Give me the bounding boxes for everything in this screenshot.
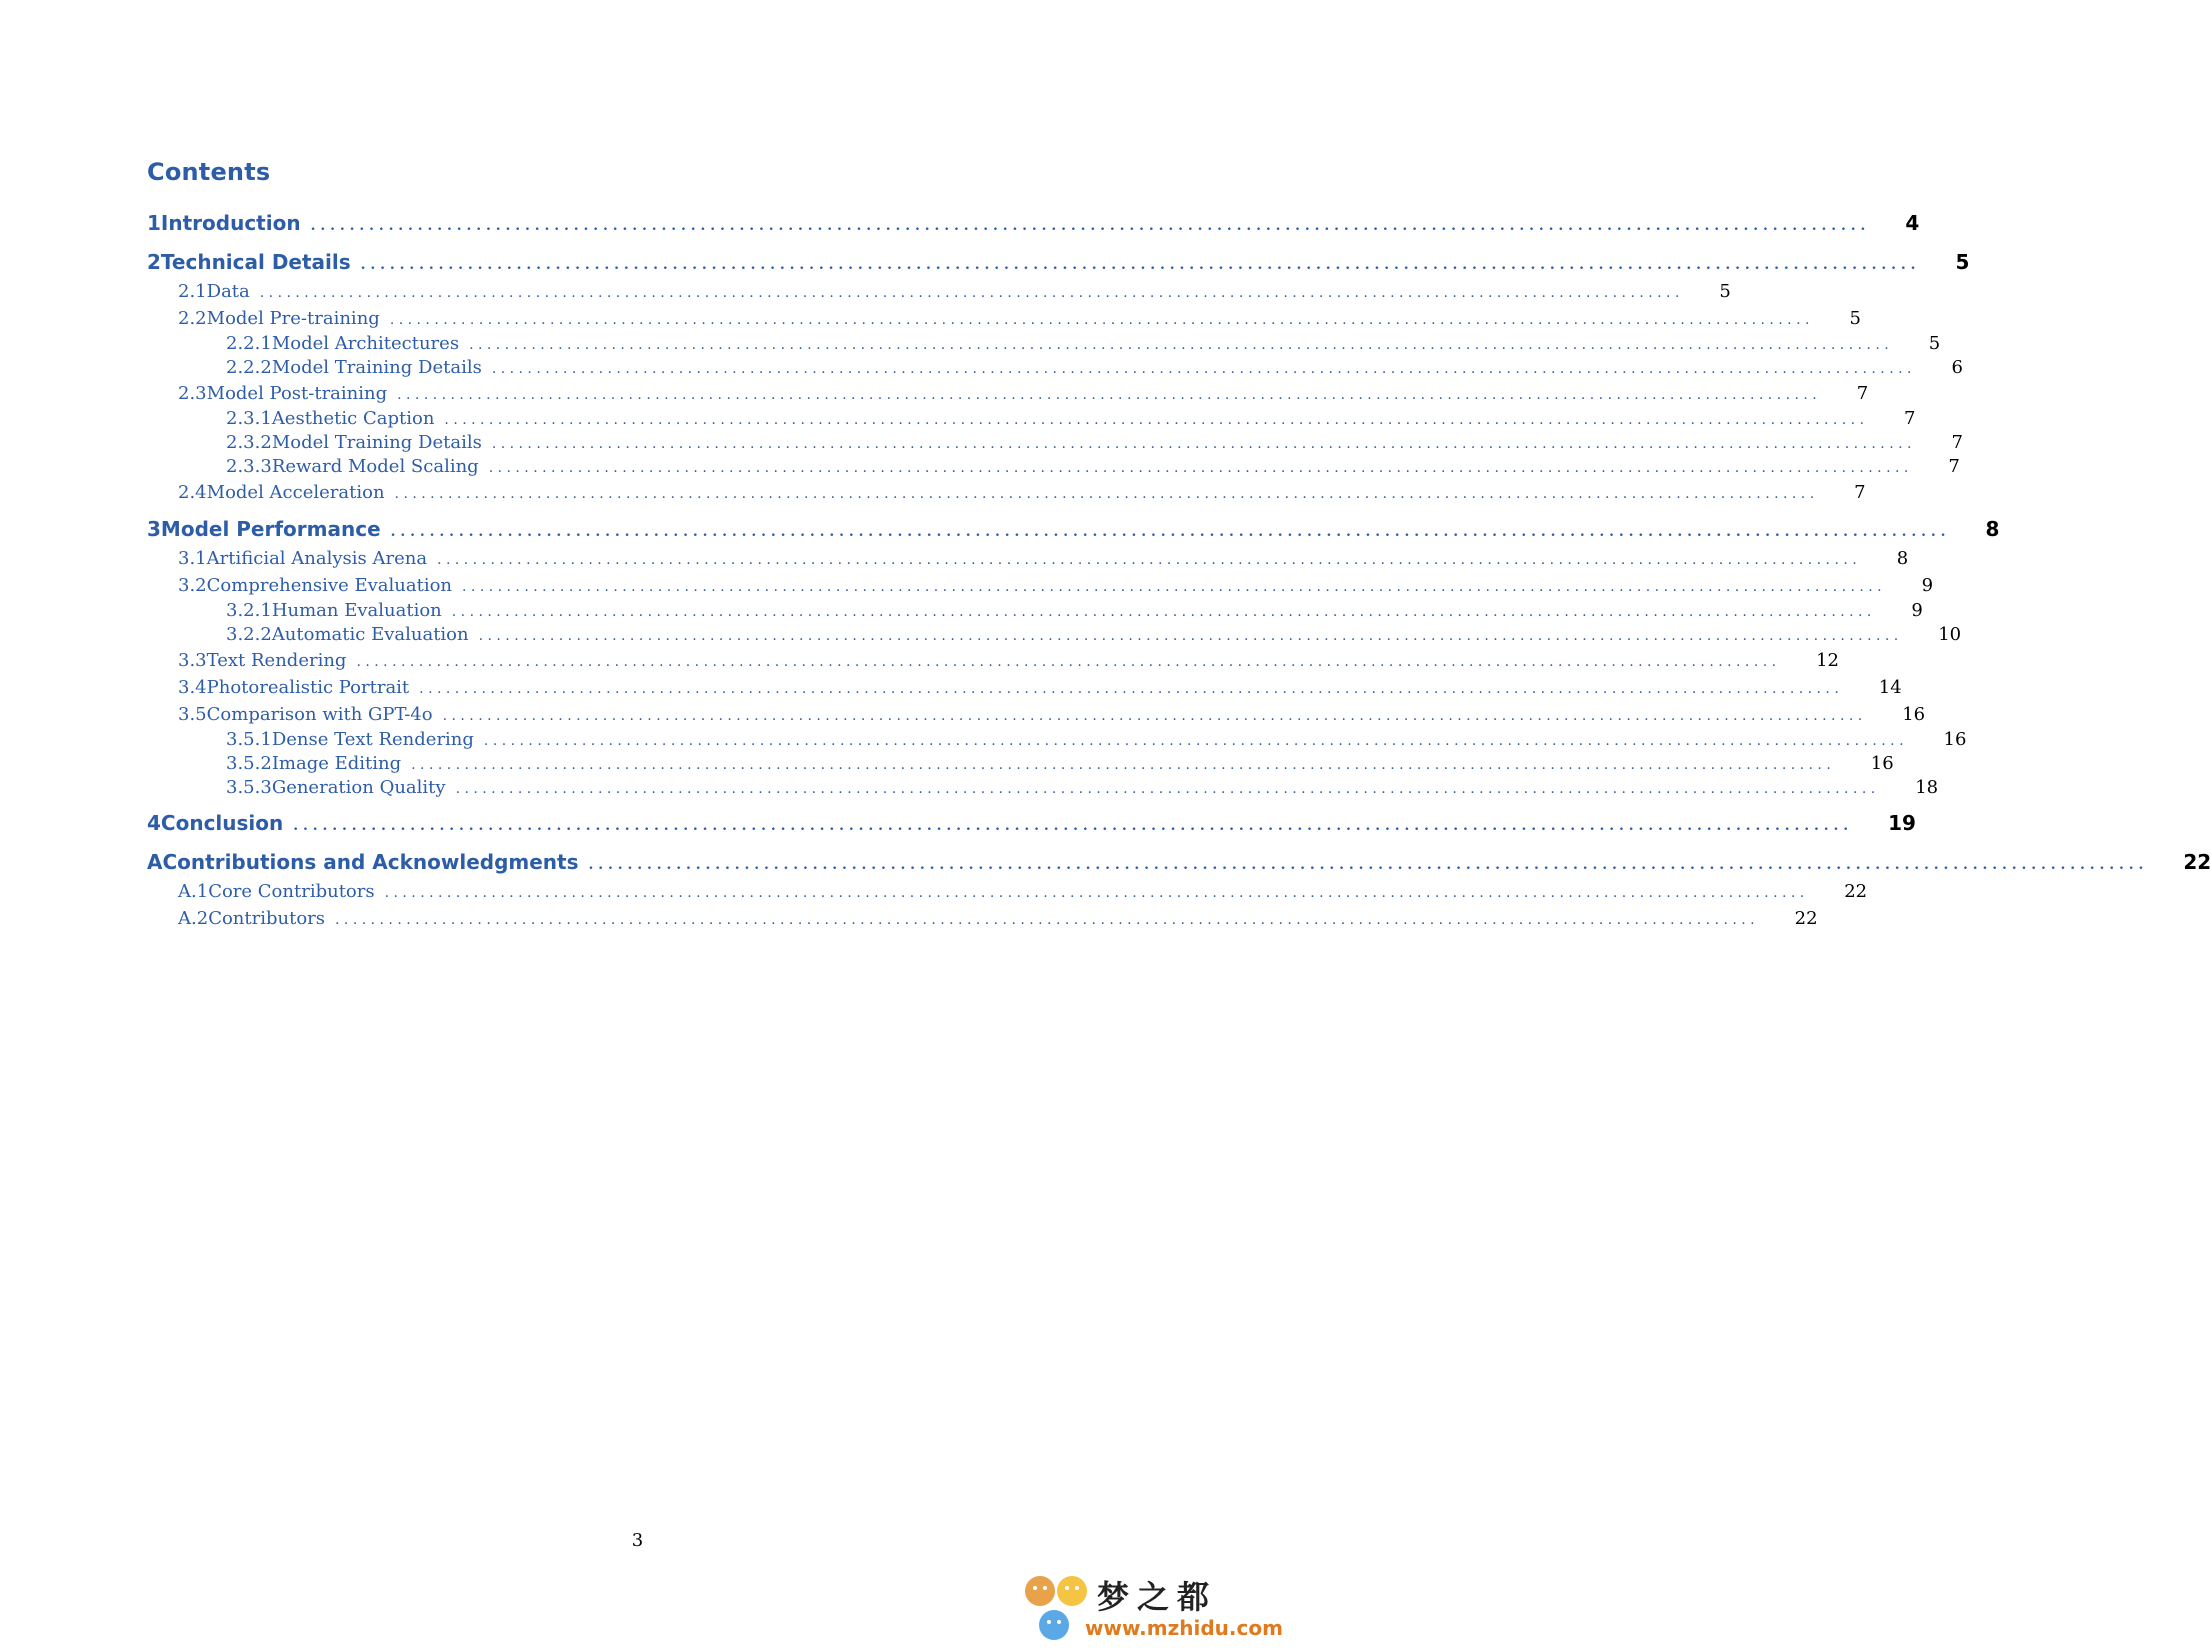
toc-entry-page[interactable]: 19 bbox=[1888, 811, 1916, 835]
toc-entry-title[interactable]: Introduction bbox=[160, 211, 301, 235]
toc-entry-level-1[interactable] bbox=[147, 246, 1970, 278]
page-number: 3 bbox=[631, 1530, 644, 1551]
toc-entry-page[interactable]: 7 bbox=[1948, 456, 1960, 477]
toc-entry-level-2[interactable] bbox=[147, 647, 1839, 674]
toc-entry-level-2[interactable] bbox=[147, 545, 1909, 572]
toc-dot-leader: . . . . . . . . . . . . . . . . . . . . . . . . . . . . . . . . . . . . . . . . . . . . . . . . . . . . . . . . . . . . . . . . . . . . . . . . . . . . . . . . . . . . . . . . . . . . . . . . . . . . . . . . . . . . . . . . . . . . . . . . . . . . . . . . . . . . . . . . . . . . . . . . . . . . . . . . . . . . . . . . bbox=[356, 654, 1777, 670]
toc-entry-level-2[interactable] bbox=[147, 905, 1818, 932]
toc-entry-level-3[interactable] bbox=[147, 356, 1963, 380]
toc-entry-page[interactable]: 12 bbox=[1816, 650, 1839, 671]
toc-entry-number: 3.3 bbox=[178, 650, 207, 671]
toc-dot-leader: . . . . . . . . . . . . . . . . . . . . . . . . . . . . . . . . . . . . . . . . . . . . . . . . . . . . . . . . . . . . . . . . . . . . . . . . . . . . . . . . . . . . . . . . . . . . . . . . . . . . . . . . . . . . . . . . . . . . . . . . . . . . . . . . . . . . . . . . . . . . . . . . . . . . . . . . . . . . . . . . bbox=[491, 436, 1912, 452]
toc-entry-number: 3.2.2 bbox=[226, 624, 272, 645]
toc-entry-page[interactable]: 7 bbox=[1904, 408, 1916, 429]
toc-dot-leader: . . . . . . . . . . . . . . . . . . . . . . . . . . . . . . . . . . . . . . . . . . . . . . . . . . . . . . . . . . . . . . . . . . . . . . . . . . . . . . . . . . . . . . . . . . . . . . . . . . . . . . . . . . . . . . . . . . . . . . . . . . . . . . . . . . . . . . . . . . . . . . . . . . . . . . . . . . . . . . . . bbox=[335, 912, 1755, 928]
toc-entry-number: 1 bbox=[147, 211, 161, 235]
toc-entry-number: 2.3 bbox=[178, 383, 207, 404]
watermark-url: www.mzhidu.com bbox=[1085, 1616, 1283, 1640]
toc-dot-leader: . . . . . . . . . . . . . . . . . . . . . . . . . . . . . . . . . . . . . . . . . . . . . . . . . . . . . . . . . . . . . . . . . . . . . . . . . . . . . . . . . . . . . . . . . . . . . . . . . . . . . . . . . . . . . . . . . . . . . . . . . . . . . . . . . . . . . . . . . . . . . . . . . . . . . . . . . . . . . . . . bbox=[488, 460, 1909, 476]
toc-entry-number: A.2 bbox=[178, 908, 209, 929]
toc-dot-leader: . . . . . . . . . . . . . . . . . . . . . . . . . . . . . . . . . . . . . . . . . . . . . . . . . . . . . . . . . . . . . . . . . . . . . . . . . . . . . . . . . . . . . . . . . . . . . . . . . . . . . . . . . . . . . . . . . . . . . . . . . . . . . . . . . . . . . . . . . . . . . . . . . . . . . . . . . . . . . . . . bbox=[451, 604, 1872, 620]
toc-entry-title[interactable]: Human Evaluation bbox=[271, 600, 442, 621]
smiley-icon bbox=[1039, 1610, 1069, 1640]
toc-entry-level-2[interactable] bbox=[147, 380, 1869, 407]
toc-entry-title[interactable]: Comparison with GPT-4o bbox=[206, 704, 433, 725]
toc-entry-number: 3.2.1 bbox=[226, 600, 272, 621]
toc-entry-level-2[interactable] bbox=[147, 701, 1926, 728]
toc-entry-title[interactable]: Model Performance bbox=[160, 517, 381, 541]
toc-entry-level-2[interactable] bbox=[147, 878, 1868, 905]
toc-entry-number: 2.2 bbox=[178, 308, 207, 329]
toc-entry-title[interactable]: Dense Text Rendering bbox=[271, 729, 474, 750]
toc-entry-number: 3.5 bbox=[178, 704, 207, 725]
toc-entry-title[interactable]: Technical Details bbox=[160, 250, 351, 274]
toc-entry-number: 3.5.1 bbox=[226, 729, 272, 750]
toc-entry-level-1[interactable] bbox=[147, 513, 2000, 545]
watermark-logo bbox=[1021, 1572, 1283, 1644]
toc-entry-number: 3.5.2 bbox=[226, 753, 272, 774]
toc-entry-number: 3.4 bbox=[178, 677, 207, 698]
toc-entry-page[interactable]: 7 bbox=[1856, 383, 1869, 404]
toc-dot-leader: . . . . . . . . . . . . . . . . . . . . . . . . . . . . . . . . . . . . . . . . . . . . . . . . . . . . . . . . . . . . . . . . . . . . . . . . . . . . . . . . . . . . . . . . . . . . . . . . . . . . . . . . . . . . . . . . . . . . . . . . . . . . . . . . . . . . . . . . . . . . . . . . . . . . . . . . . . . . . . . . bbox=[491, 361, 1912, 377]
toc-entry-level-2[interactable] bbox=[147, 278, 1731, 305]
toc-entry-number: A.1 bbox=[178, 881, 209, 902]
toc-entry-page[interactable]: 8 bbox=[1896, 548, 1909, 569]
toc-entry-level-3[interactable] bbox=[147, 407, 1916, 431]
toc-entry-title[interactable]: Model Post-training bbox=[206, 383, 388, 404]
toc-entry-page[interactable]: 16 bbox=[1943, 729, 1967, 750]
toc-entry-page[interactable]: 14 bbox=[1878, 677, 1902, 698]
toc-entry-page[interactable]: 5 bbox=[1955, 250, 1970, 274]
toc-entry-page[interactable]: 5 bbox=[1719, 281, 1731, 302]
toc-entry-number: 3.5.3 bbox=[226, 777, 272, 798]
toc-entry-page[interactable]: 6 bbox=[1951, 357, 1963, 378]
toc-entry-level-3[interactable] bbox=[147, 455, 1960, 479]
toc-entry-number: 3.1 bbox=[178, 548, 207, 569]
toc-dot-leader: . . . . . . . . . . . . . . . . . . . . . . . . . . . . . . . . . . . . . . . . . . . . . . . . . . . . . . . . . . . . . . . . . . . . . . . . . . . . . . . . . . . . . . . . . . . . . . . . . . . . . . . . . . . . . . . . . . . . . . . . . . . . . . . . . . . . . . . . . . . . . . . . . . . . . . . . . . . . . . . . bbox=[469, 337, 1889, 353]
toc-dot-leader: . . . . . . . . . . . . . . . . . . . . . . . . . . . . . . . . . . . . . . . . . . . . . . . . . . . . . . . . . . . . . . . . . . . . . . . . . . . . . . . . . . . . . . . . . . . . . . . . . . . . . . . . . . . . . . . . . . . . . . . . . . . . . . . . . . . . . . . . . . . . . . . . . . . . . . . . . . . . . . . . bbox=[588, 857, 2144, 873]
toc-entry-number: 2.3.1 bbox=[226, 408, 272, 429]
toc-entry-title[interactable]: Core Contributors bbox=[208, 881, 375, 902]
toc-dot-leader: . . . . . . . . . . . . . . . . . . . . . . . . . . . . . . . . . . . . . . . . . . . . . . . . . . . . . . . . . . . . . . . . . . . . . . . . . . . . . . . . . . . . . . . . . . . . . . . . . . . . . . . . . . . . . . . . . . . . . . . . . . . . . . . . . . . . . . . . . . . . . . . . . . . . . . . . . . . . . . . . bbox=[455, 781, 1876, 797]
toc-entry-title[interactable]: Automatic Evaluation bbox=[271, 624, 469, 645]
toc-entry-number: 2.3.2 bbox=[226, 432, 272, 453]
toc-entry-page[interactable]: 9 bbox=[1911, 600, 1923, 621]
toc-entry-number: 2.3.3 bbox=[226, 456, 272, 477]
watermark-brand: 梦之都 bbox=[1097, 1578, 1218, 1616]
toc-dot-leader: . . . . . . . . . . . . . . . . . . . . . . . . . . . . . . . . . . . . . . . . . . . . . . . . . . . . . . . . . . . . . . . . . . . . . . . . . . . . . . . . . . . . . . . . . . . . . . . . . . . . . . . . . . . . . . . . . . . . . . . . . . . . . . . . . . . . . . . . . . . . . . . . . . . . . . . . . . . . . . . . bbox=[462, 579, 1882, 595]
toc-entry-level-1[interactable] bbox=[147, 807, 1916, 839]
smiley-icon bbox=[1025, 1576, 1055, 1606]
toc-entry-number: 2.2.2 bbox=[226, 357, 272, 378]
toc-dot-leader: . . . . . . . . . . . . . . . . . . . . . . . . . . . . . . . . . . . . . . . . . . . . . . . . . . . . . . . . . . . . . . . . . . . . . . . . . . . . . . . . . . . . . . . . . . . . . . . . . . . . . . . . . . . . . . . . . . . . . . . . . . . . . . . . . . . . . . . . . . . . . . . . . . . . . . . . . . . . . . . . bbox=[390, 524, 1946, 540]
toc-entry-title[interactable]: Contributors bbox=[208, 908, 326, 929]
toc-entry-level-3[interactable] bbox=[147, 752, 1894, 776]
toc-entry-level-2[interactable] bbox=[147, 674, 1902, 701]
toc-entry-title[interactable]: Photorealistic Portrait bbox=[206, 677, 410, 698]
toc-entry-title[interactable]: Text Rendering bbox=[206, 650, 347, 671]
toc-dot-leader: . . . . . . . . . . . . . . . . . . . . . . . . . . . . . . . . . . . . . . . . . . . . . . . . . . . . . . . . . . . . . . . . . . . . . . . . . . . . . . . . . . . . . . . . . . . . . . . . . . . . . . . . . . . . . . . . . . . . . . . . . . . . . . . . . . . . . . . . . . . . . . . . . . . . . . . . . . . . . . . . bbox=[310, 218, 1866, 234]
toc-entry-title[interactable]: Contributions and Acknowledgments bbox=[162, 850, 579, 874]
toc-entry-level-3[interactable] bbox=[147, 332, 1941, 356]
toc-entry-title[interactable]: Model Acceleration bbox=[206, 482, 385, 503]
toc-dot-leader: . . . . . . . . . . . . . . . . . . . . . . . . . . . . . . . . . . . . . . . . . . . . . . . . . . . . . . . . . . . . . . . . . . . . . . . . . . . . . . . . . . . . . . . . . . . . . . . . . . . . . . . . . . . . . . . . . . . . . . . . . . . . . . . . . . . . . . . . . . . . . . . . . . . . . . . . . . . . . . . . bbox=[444, 412, 1865, 428]
toc-entry-title[interactable]: Aesthetic Caption bbox=[271, 408, 435, 429]
toc-entry-level-1[interactable] bbox=[147, 207, 1920, 239]
toc-entry-page[interactable]: 5 bbox=[1928, 333, 1941, 354]
toc-entry-level-2[interactable] bbox=[147, 572, 1934, 599]
toc-entry-page[interactable]: 22 bbox=[1794, 908, 1818, 929]
toc-entry-title[interactable]: Comprehensive Evaluation bbox=[206, 575, 453, 596]
toc-entry-page[interactable]: 16 bbox=[1870, 753, 1894, 774]
toc-dot-leader: . . . . . . . . . . . . . . . . . . . . . . . . . . . . . . . . . . . . . . . . . . . . . . . . . . . . . . . . . . . . . . . . . . . . . . . . . . . . . . . . . . . . . . . . . . . . . . . . . . . . . . . . . . . . . . . . . . . . . . . . . . . . . . . . . . . . . . . . . . . . . . . . . . . . . . . . . . . . . . . . bbox=[389, 312, 1810, 328]
toc-entry-title[interactable]: Reward Model Scaling bbox=[271, 456, 479, 477]
toc-entry-level-3[interactable] bbox=[147, 431, 1963, 455]
toc-entry-title[interactable]: Conclusion bbox=[160, 811, 284, 835]
smiley-icon bbox=[1057, 1576, 1087, 1606]
toc-entry-title[interactable]: Model Training Details bbox=[271, 432, 482, 453]
toc-entry-title[interactable]: Image Editing bbox=[271, 753, 402, 774]
toc-entry-page[interactable]: 22 bbox=[2183, 850, 2211, 874]
toc-dot-leader: . . . . . . . . . . . . . . . . . . . . . . . . . . . . . . . . . . . . . . . . . . . . . . . . . . . . . . . . . . . . . . . . . . . . . . . . . . . . . . . . . . . . . . . . . . . . . . . . . . . . . . . . . . . . . . . . . . . . . . . . . . . . . . . . . . . . . . . . . . . . . . . . . . . . . . . . . . . . . . . . bbox=[259, 285, 1680, 301]
toc-dot-leader: . . . . . . . . . . . . . . . . . . . . . . . . . . . . . . . . . . . . . . . . . . . . . . . . . . . . . . . . . . . . . . . . . . . . . . . . . . . . . . . . . . . . . . . . . . . . . . . . . . . . . . . . . . . . . . . . . . . . . . . . . . . . . . . . . . . . . . . . . . . . . . . . . . . . . . . . . . . . . . . . bbox=[360, 257, 1916, 273]
toc-entry-page[interactable]: 7 bbox=[1951, 432, 1963, 453]
contents-heading: Contents bbox=[147, 158, 271, 186]
toc-entry-title[interactable]: Model Pre-training bbox=[206, 308, 380, 329]
toc-dot-leader: . . . . . . . . . . . . . . . . . . . . . . . . . . . . . . . . . . . . . . . . . . . . . . . . . . . . . . . . . . . . . . . . . . . . . . . . . . . . . . . . . . . . . . . . . . . . . . . . . . . . . . . . . . . . . . . . . . . . . . . . . . . . . . . . . . . . . . . . . . . . . . . . . . . . . . . . . . . . . . . . bbox=[411, 757, 1831, 773]
toc-entry-page[interactable]: 10 bbox=[1938, 624, 1962, 645]
toc-dot-leader: . . . . . . . . . . . . . . . . . . . . . . . . . . . . . . . . . . . . . . . . . . . . . . . . . . . . . . . . . . . . . . . . . . . . . . . . . . . . . . . . . . . . . . . . . . . . . . . . . . . . . . . . . . . . . . . . . . . . . . . . . . . . . . . . . . . . . . . . . . . . . . . . . . . . . . . . . . . . . . . . bbox=[442, 708, 1863, 724]
toc-entry-level-3[interactable] bbox=[147, 623, 1962, 647]
toc-dot-leader: . . . . . . . . . . . . . . . . . . . . . . . . . . . . . . . . . . . . . . . . . . . . . . . . . . . . . . . . . . . . . . . . . . . . . . . . . . . . . . . . . . . . . . . . . . . . . . . . . . . . . . . . . . . . . . . . . . . . . . . . . . . . . . . . . . . . . . . . . . . . . . . . . . . . . . . . . . . . . . . . bbox=[394, 486, 1815, 502]
toc-entry-number: 2.2.1 bbox=[226, 333, 272, 354]
toc-entry-number: 3.2 bbox=[178, 575, 207, 596]
toc-entry-title[interactable]: Generation Quality bbox=[271, 777, 446, 798]
toc-entry-page[interactable]: 9 bbox=[1921, 575, 1934, 596]
toc-entry-title[interactable]: Model Architectures bbox=[271, 333, 460, 354]
toc-entry-number: 2.1 bbox=[178, 281, 207, 302]
toc-entry-title[interactable]: Data bbox=[206, 281, 250, 302]
toc-entry-number: 2 bbox=[147, 250, 161, 274]
toc-entry-level-2[interactable] bbox=[147, 305, 1861, 332]
toc-dot-leader: . . . . . . . . . . . . . . . . . . . . . . . . . . . . . . . . . . . . . . . . . . . . . . . . . . . . . . . . . . . . . . . . . . . . . . . . . . . . . . . . . . . . . . . . . . . . . . . . . . . . . . . . . . . . . . . . . . . . . . . . . . . . . . . . . . . . . . . . . . . . . . . . . . . . . . . . . . . . . . . . bbox=[478, 628, 1899, 644]
toc-entry-number: 2.4 bbox=[178, 482, 207, 503]
toc-dot-leader: . . . . . . . . . . . . . . . . . . . . . . . . . . . . . . . . . . . . . . . . . . . . . . . . . . . . . . . . . . . . . . . . . . . . . . . . . . . . . . . . . . . . . . . . . . . . . . . . . . . . . . . . . . . . . . . . . . . . . . . . . . . . . . . . . . . . . . . . . . . . . . . . . . . . . . . . . . . . . . . . bbox=[419, 681, 1839, 697]
toc-entry-level-1[interactable] bbox=[147, 846, 2211, 878]
toc-entry-page[interactable]: 18 bbox=[1915, 777, 1939, 798]
toc-dot-leader: . . . . . . . . . . . . . . . . . . . . . . . . . . . . . . . . . . . . . . . . . . . . . . . . . . . . . . . . . . . . . . . . . . . . . . . . . . . . . . . . . . . . . . . . . . . . . . . . . . . . . . . . . . . . . . . . . . . . . . . . . . . . . . . . . . . . . . . . . . . . . . . . . . . . . . . . . . . . . . . . bbox=[384, 885, 1805, 901]
toc-entry-number: 3 bbox=[147, 517, 161, 541]
toc-entry-level-3[interactable] bbox=[147, 776, 1939, 800]
toc-entry-page[interactable]: 8 bbox=[1985, 517, 2000, 541]
toc-entry-number: A bbox=[147, 850, 163, 874]
toc-dot-leader: . . . . . . . . . . . . . . . . . . . . . . . . . . . . . . . . . . . . . . . . . . . . . . . . . . . . . . . . . . . . . . . . . . . . . . . . . . . . . . . . . . . . . . . . . . . . . . . . . . . . . . . . . . . . . . . . . . . . . . . . . . . . . . . . . . . . . . . . . . . . . . . . . . . . . . . . . . . . . . . . bbox=[483, 733, 1904, 749]
toc-dot-leader: . . . . . . . . . . . . . . . . . . . . . . . . . . . . . . . . . . . . . . . . . . . . . . . . . . . . . . . . . . . . . . . . . . . . . . . . . . . . . . . . . . . . . . . . . . . . . . . . . . . . . . . . . . . . . . . . . . . . . . . . . . . . . . . . . . . . . . . . . . . . . . . . . . . . . . . . . . . . . . . . bbox=[293, 818, 1849, 834]
toc-entry-page[interactable]: 16 bbox=[1902, 704, 1926, 725]
toc-entry-number: 4 bbox=[147, 811, 161, 835]
toc-dot-leader: . . . . . . . . . . . . . . . . . . . . . . . . . . . . . . . . . . . . . . . . . . . . . . . . . . . . . . . . . . . . . . . . . . . . . . . . . . . . . . . . . . . . . . . . . . . . . . . . . . . . . . . . . . . . . . . . . . . . . . . . . . . . . . . . . . . . . . . . . . . . . . . . . . . . . . . . . . . . . . . . bbox=[397, 387, 1817, 403]
toc-entry-title[interactable]: Artificial Analysis Arena bbox=[206, 548, 428, 569]
toc-entry-level-3[interactable] bbox=[147, 728, 1967, 752]
toc-entry-level-2[interactable] bbox=[147, 479, 1866, 506]
toc-entry-title[interactable]: Model Training Details bbox=[271, 357, 482, 378]
toc-entry-page[interactable]: 7 bbox=[1854, 482, 1866, 503]
toc-entry-level-3[interactable] bbox=[147, 599, 1923, 623]
toc-dot-leader: . . . . . . . . . . . . . . . . . . . . . . . . . . . . . . . . . . . . . . . . . . . . . . . . . . . . . . . . . . . . . . . . . . . . . . . . . . . . . . . . . . . . . . . . . . . . . . . . . . . . . . . . . . . . . . . . . . . . . . . . . . . . . . . . . . . . . . . . . . . . . . . . . . . . . . . . . . . . . . . . bbox=[437, 552, 1857, 568]
toc-entry-page[interactable]: 22 bbox=[1844, 881, 1868, 902]
toc-entry-page[interactable]: 4 bbox=[1905, 211, 1920, 235]
toc-entry-page[interactable]: 5 bbox=[1849, 308, 1861, 329]
table-of-contents bbox=[147, 206, 2211, 932]
